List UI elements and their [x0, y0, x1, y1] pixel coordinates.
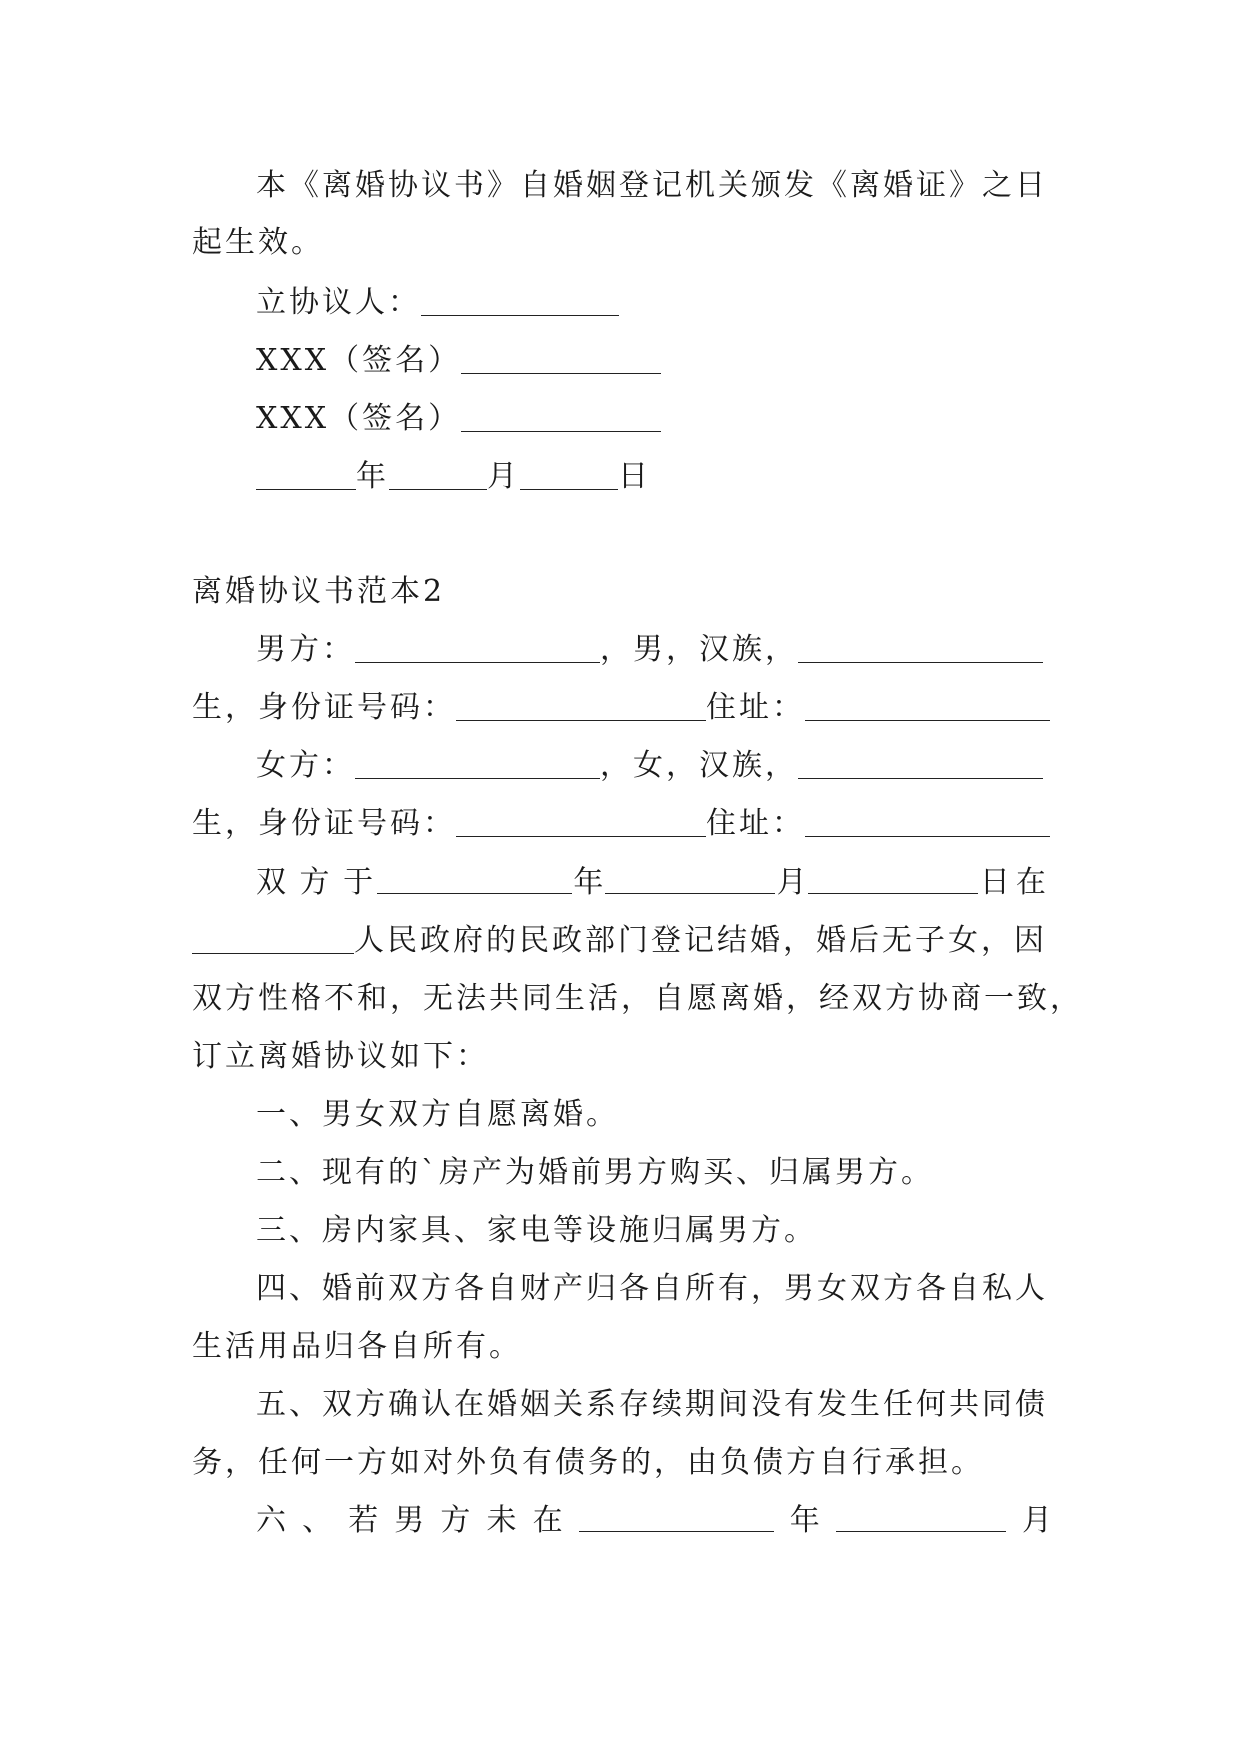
male-name-blank	[355, 632, 600, 663]
married-line1	[256, 863, 1052, 903]
male-born-id-label: 生，身份证号码：	[192, 690, 456, 725]
married-line4: 订立离婚协议如下：	[192, 1039, 489, 1074]
signature-line-1	[256, 341, 1052, 381]
effect-clause-line1: 本《离婚协议书》自婚姻登记机关颁发《离婚证》之日	[256, 168, 1048, 203]
registry-blank	[192, 923, 354, 954]
month-blank	[389, 459, 487, 490]
male-address-label: 住址：	[706, 690, 805, 725]
item-6-char: 方	[440, 1503, 471, 1538]
day-blank	[520, 459, 618, 490]
married-month-label: 月	[776, 865, 807, 900]
married-line2	[192, 921, 1052, 961]
female-address-label: 住址：	[706, 806, 805, 841]
effect-clause-line2: 起生效。	[192, 225, 324, 260]
female-gender: ，女，汉族，	[600, 748, 798, 783]
party-blank	[421, 285, 619, 316]
item-4-line2: 生活用品归各自所有。	[192, 1329, 522, 1364]
item-2: 二、现有的`房产为婚前男方购买、归属男方。	[256, 1155, 934, 1190]
item-5-line1: 五、双方确认在婚姻关系存续期间没有发生任何共同债	[256, 1387, 1048, 1422]
male-birth-blank	[798, 632, 1043, 663]
year-blank	[256, 459, 356, 490]
male-id-blank	[456, 690, 706, 721]
day-label: 日	[618, 459, 651, 494]
item-6-char: 若	[348, 1503, 379, 1538]
signature-label-2: XXX（签名）	[256, 401, 462, 436]
item-5-line2: 务，任何一方如对外负有债务的，由负债方自行承担。	[192, 1445, 984, 1480]
date-line	[256, 457, 1052, 497]
female-id-blank	[456, 806, 706, 837]
signature-blank-2	[461, 401, 661, 432]
female-born-id-label: 生，身份证号码：	[192, 806, 456, 841]
married-prefix: 双 方 于	[256, 865, 376, 900]
item-6-char: 男	[394, 1503, 425, 1538]
signature-label-1: XXX（签名）	[256, 343, 462, 378]
female-address-blank	[805, 806, 1050, 837]
item-6-month-blank	[836, 1501, 1006, 1532]
signature-blank-1	[461, 343, 661, 374]
female-birth-blank	[798, 748, 1043, 779]
male-gender: ，男，汉族，	[600, 632, 798, 667]
party-label: 立协议人：	[256, 285, 421, 320]
married-year-label: 年	[573, 865, 604, 900]
married-day-label: 日在	[979, 865, 1052, 900]
item-3: 三、房内家具、家电等设施归属男方。	[256, 1213, 817, 1248]
signature-line-2	[256, 399, 1052, 439]
item-6-line1	[256, 1501, 1052, 1541]
female-line	[256, 746, 1052, 786]
female-label: 女方：	[256, 748, 355, 783]
female-id-line	[192, 804, 1052, 844]
item-6-year-blank	[579, 1501, 774, 1532]
married-month-blank	[605, 863, 775, 894]
male-line	[256, 630, 1052, 670]
item-6-char: 、	[302, 1503, 333, 1538]
female-name-blank	[355, 748, 600, 779]
item-6-month-label: 月	[1021, 1503, 1052, 1538]
married-line2-text: 人民政府的民政部门登记结婚，婚后无子女，因	[354, 923, 1047, 958]
item-6-char: 六	[256, 1503, 286, 1538]
item-6-year-label: 年	[789, 1503, 820, 1538]
male-address-blank	[805, 690, 1050, 721]
party-line	[256, 283, 1052, 323]
married-year-blank	[377, 863, 572, 894]
year-label: 年	[356, 459, 389, 494]
section-title: 离婚协议书范本2	[192, 574, 446, 609]
married-line3: 双方性格不和，无法共同生活，自愿离婚，经双方协商一致，	[192, 981, 1083, 1016]
male-id-line	[192, 688, 1052, 728]
item-6-char: 未	[486, 1503, 517, 1538]
married-day-blank	[808, 863, 978, 894]
item-1: 一、男女双方自愿离婚。	[256, 1097, 619, 1132]
male-label: 男方：	[256, 632, 355, 667]
item-4-line1: 四、婚前双方各自财产归各自所有，男女双方各自私人	[256, 1271, 1048, 1306]
item-6-char: 在	[532, 1503, 563, 1538]
month-label: 月	[487, 459, 520, 494]
